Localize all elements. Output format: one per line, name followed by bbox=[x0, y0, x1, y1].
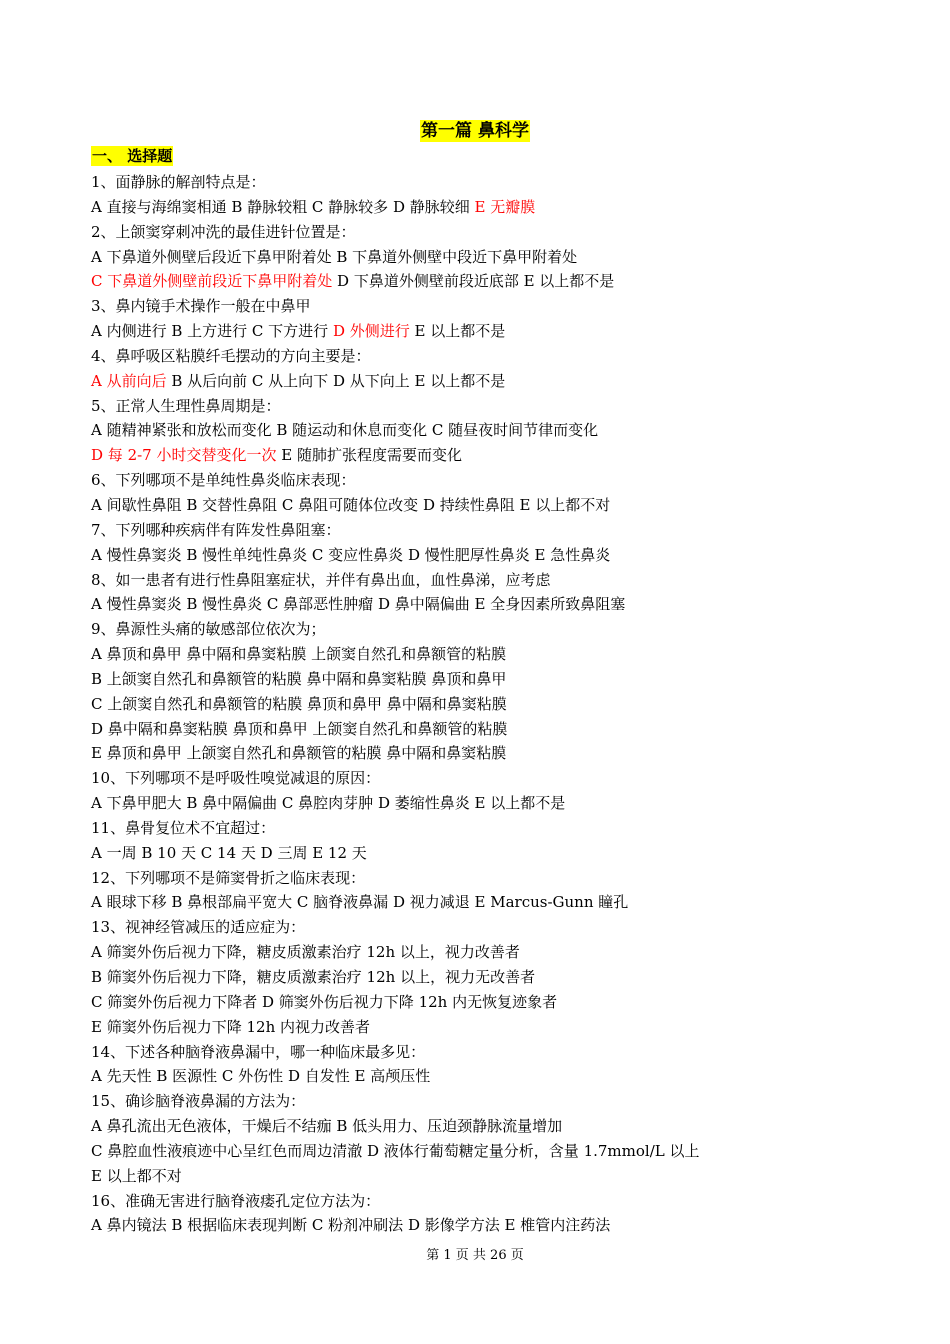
text-line bbox=[91, 269, 791, 294]
line-text: 16、准确无害进行脑脊液瘘孔定位方法为： bbox=[91, 1191, 381, 1210]
text-line bbox=[91, 592, 791, 617]
line-text: A 鼻内镜法 B 根据临床表现判断 C 粉剂冲刷法 D 影像学方法 E 椎管内注药法 bbox=[91, 1216, 611, 1235]
text-line bbox=[91, 692, 791, 717]
answer-text: C 下鼻道外侧壁前段近下鼻甲附着处 bbox=[91, 272, 333, 291]
text-line bbox=[91, 1139, 791, 1164]
text-line bbox=[91, 1015, 791, 1040]
line-text: C 筛窦外伤后视力下降者 D 筛窦外伤后视力下降 12h 内无恢复迹象者 bbox=[91, 992, 558, 1011]
line-text: B 上颌窦自然孔和鼻额管的粘膜 鼻中隔和鼻窦粘膜 鼻顶和鼻甲 bbox=[91, 669, 507, 688]
line-text: E 随肺扩张程度需要而变化 bbox=[276, 446, 462, 465]
line-text: A 内侧进行 B 上方进行 C 下方进行 bbox=[91, 322, 333, 341]
line-text: A 鼻孔流出无色液体，干燥后不结痂 B 低头用力、压迫颈静脉流量增加 bbox=[91, 1117, 563, 1136]
line-text: A 眼球下移 B 鼻根部扁平宽大 C 脑脊液鼻漏 D 视力减退 E Marcus-Gunn 瞳孔 bbox=[91, 893, 629, 912]
line-text: 13、视神经管减压的适应症为： bbox=[91, 918, 306, 937]
line-text: E 筛窦外伤后视力下降 12h 内视力改善者 bbox=[91, 1017, 371, 1036]
line-text: A 筛窦外伤后视力下降，糖皮质激素治疗 12h 以上，视力改善者 bbox=[91, 943, 520, 962]
section-heading: 一、 选择题 bbox=[92, 147, 173, 165]
line-text: A 下鼻道外侧壁后段近下鼻甲附着处 B 下鼻道外侧壁中段近下鼻甲附着处 bbox=[91, 247, 578, 266]
line-text: A 直接与海绵窦相通 B 静脉较粗 C 静脉较多 D 静脉较细 bbox=[91, 197, 475, 216]
text-line bbox=[91, 741, 791, 766]
text-line bbox=[91, 866, 791, 891]
line-text: A 下鼻甲肥大 B 鼻中隔偏曲 C 鼻腔肉芽肿 D 萎缩性鼻炎 E 以上都不是 bbox=[91, 794, 566, 813]
page-title: 第一篇 鼻科学 bbox=[421, 121, 529, 141]
text-line bbox=[91, 642, 791, 667]
text-line bbox=[91, 717, 791, 742]
text-line bbox=[91, 369, 791, 394]
text-line bbox=[91, 568, 791, 593]
line-text: A 随精神紧张和放松而变化 B 随运动和休息而变化 C 随昼夜时间节律而变化 bbox=[91, 421, 599, 440]
text-line bbox=[91, 294, 791, 319]
text-line bbox=[91, 667, 791, 692]
text-line bbox=[91, 915, 791, 940]
text-line bbox=[91, 543, 791, 568]
text-line bbox=[91, 518, 791, 543]
text-line bbox=[91, 170, 791, 195]
text-line bbox=[91, 841, 791, 866]
text-line bbox=[91, 816, 791, 841]
answer-text: D 外侧进行 bbox=[332, 322, 410, 341]
text-line bbox=[91, 1189, 791, 1214]
line-text: 9、鼻源性头痛的敏感部位依次为； bbox=[91, 620, 326, 639]
text-line bbox=[91, 1064, 791, 1089]
line-text: 2、上颌窦穿刺冲洗的最佳进针位置是： bbox=[91, 222, 356, 241]
line-text: 3、鼻内镜手术操作一般在中鼻甲 bbox=[91, 297, 311, 316]
text-line bbox=[91, 245, 791, 270]
line-text: D 鼻中隔和鼻窦粘膜 鼻顶和鼻甲 上颌窦自然孔和鼻额管的粘膜 bbox=[91, 719, 508, 738]
line-text: C 鼻腔血性液痕迹中心呈红色而周边清澈 D 液体行葡萄糖定量分析，含量 1.7mmol/L 以上 bbox=[91, 1141, 700, 1160]
line-text: 1、面静脉的解剖特点是： bbox=[91, 173, 266, 191]
answer-text: D 每 2-7 小时交替变化一次 bbox=[91, 446, 277, 465]
text-line bbox=[91, 766, 791, 791]
line-text: A 先天性 B 医源性 C 外伤性 D 自发性 E 高颅压性 bbox=[91, 1067, 431, 1086]
text-line bbox=[91, 890, 791, 915]
line-text: E 以上都不对 bbox=[91, 1166, 182, 1185]
page-footer: 第 1 页 共 26 页 bbox=[426, 1248, 524, 1263]
text-line bbox=[91, 990, 791, 1015]
answer-text: E 无瓣膜 bbox=[474, 197, 536, 216]
line-text: B 从后向前 C 从上向下 D 从下向上 E 以上都不是 bbox=[166, 371, 506, 390]
line-text: 7、下列哪种疾病伴有阵发性鼻阻塞： bbox=[91, 520, 341, 539]
text-line bbox=[91, 394, 791, 419]
question-list bbox=[91, 170, 791, 1238]
text-line bbox=[91, 319, 791, 344]
text-line bbox=[91, 493, 791, 518]
line-text: A 一周 B 10 天 C 14 天 D 三周 E 12 天 bbox=[91, 843, 367, 862]
text-line bbox=[91, 1089, 791, 1114]
text-line bbox=[91, 1213, 791, 1238]
text-line bbox=[91, 220, 791, 245]
line-text: 4、鼻呼吸区粘膜纤毛摆动的方向主要是： bbox=[91, 346, 371, 365]
text-line bbox=[91, 965, 791, 990]
line-text: 12、下列哪项不是筛窦骨折之临床表现： bbox=[91, 868, 366, 887]
text-line bbox=[91, 1040, 791, 1065]
text-line bbox=[91, 940, 791, 965]
line-text: A 慢性鼻窦炎 B 慢性单纯性鼻炎 C 变应性鼻炎 D 慢性肥厚性鼻炎 E 急性鼻炎 bbox=[91, 545, 611, 564]
line-text: A 鼻顶和鼻甲 鼻中隔和鼻窦粘膜 上颌窦自然孔和鼻额管的粘膜 bbox=[91, 645, 507, 664]
line-text: 11、鼻骨复位术不宜超过： bbox=[91, 818, 276, 837]
text-line bbox=[91, 195, 791, 220]
text-line bbox=[91, 791, 791, 816]
line-text: 14、下述各种脑脊液鼻漏中，哪一种临床最多见： bbox=[91, 1042, 426, 1061]
text-line bbox=[91, 1114, 791, 1139]
line-text: A 间歇性鼻阻 B 交替性鼻阻 C 鼻阻可随体位改变 D 持续性鼻阻 E 以上都不对 bbox=[91, 495, 611, 514]
text-line bbox=[91, 344, 791, 369]
line-text: 5、正常人生理性鼻周期是： bbox=[91, 396, 281, 415]
line-text: 6、下列哪项不是单纯性鼻炎临床表现： bbox=[91, 471, 356, 490]
line-text: B 筛窦外伤后视力下降，糖皮质激素治疗 12h 以上，视力无改善者 bbox=[91, 968, 536, 986]
text-line bbox=[91, 1164, 791, 1189]
line-text: D 下鼻道外侧壁前段近底部 E 以上都不是 bbox=[332, 272, 615, 291]
line-text: 15、确诊脑脊液鼻漏的方法为： bbox=[91, 1092, 306, 1111]
title-container bbox=[0, 120, 950, 142]
line-text: A 慢性鼻窦炎 B 慢性鼻炎 C 鼻部恶性肿瘤 D 鼻中隔偏曲 E 全身因素所致鼻阻塞 bbox=[91, 595, 626, 614]
line-text: E 以上都不是 bbox=[409, 322, 506, 341]
answer-text: A 从前向后 bbox=[91, 371, 167, 390]
line-text: 10、下列哪项不是呼吸性嗅觉减退的原因： bbox=[91, 769, 381, 788]
text-line bbox=[91, 468, 791, 493]
line-text: E 鼻顶和鼻甲 上颌窦自然孔和鼻额管的粘膜 鼻中隔和鼻窦粘膜 bbox=[91, 744, 507, 763]
text-line bbox=[91, 418, 791, 443]
line-text: C 上颌窦自然孔和鼻额管的粘膜 鼻顶和鼻甲 鼻中隔和鼻窦粘膜 bbox=[91, 694, 507, 713]
line-text: 8、如一患者有进行性鼻阻塞症状，并伴有鼻出血，血性鼻涕，应考虑 bbox=[91, 570, 551, 589]
text-line bbox=[91, 617, 791, 642]
text-line bbox=[91, 443, 791, 468]
